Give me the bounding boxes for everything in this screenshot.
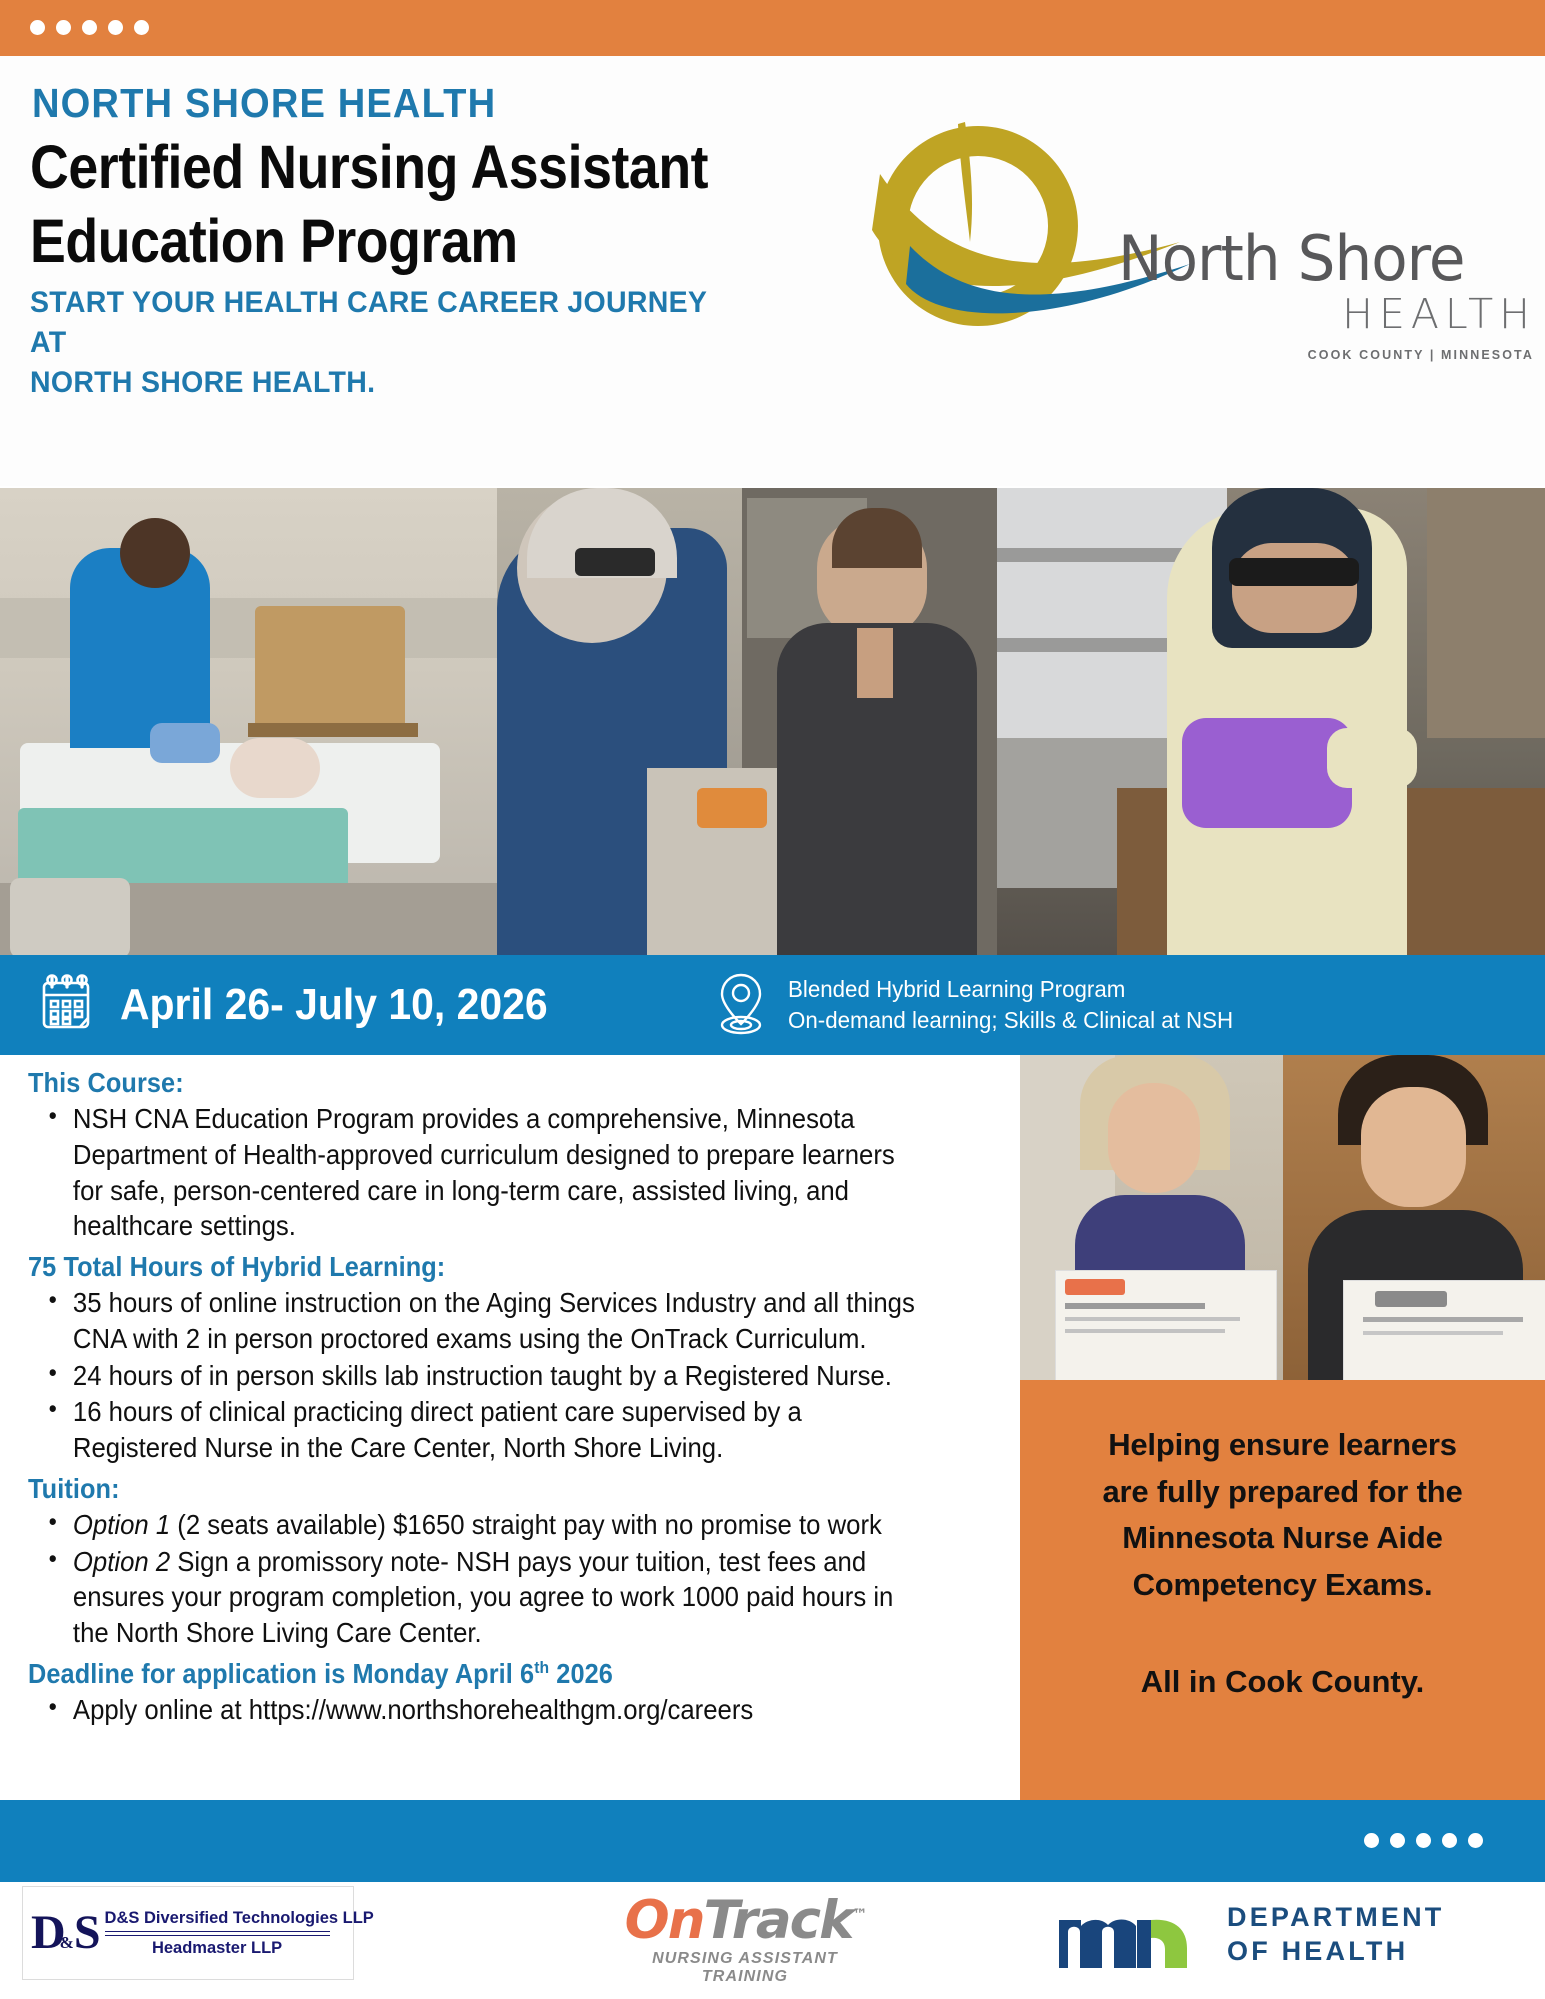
photo-graduate-male [1283,1055,1545,1380]
list-item-option-2 [0,1544,954,1651]
ds-line2: Headmaster LLP [151,1938,283,1957]
dot-icon [1416,1833,1431,1848]
top-dot-decoration [30,20,149,35]
page-subtitle [30,283,733,403]
deadline-suffix: 2026 [549,1657,613,1689]
map-pin-icon [714,970,768,1041]
callout-line3: Minnesota Nurse Aide [1122,1520,1443,1555]
option-1-text: (2 seats available) $1650 straight pay with no promise to work [170,1508,882,1540]
dot-icon [1390,1833,1405,1848]
body-content [0,1055,1020,1800]
photo-skills-lab-bed [0,488,497,958]
top-orange-bar [0,0,1545,56]
mdh-line2: OF HEALTH [1227,1935,1409,1966]
deadline-prefix: Deadline for application is Monday April 6 [28,1657,535,1689]
footer-partner-logos [0,1882,1545,1999]
dot-icon [56,20,71,35]
photo-strip [0,488,1545,958]
dot-icon [30,20,45,35]
option-2-label: Option 2 [72,1545,171,1577]
logo-tagline: COOK COUNTY | MINNESOTA [1307,348,1534,362]
list-item-apply-link[interactable]: • Apply online at https://www.northshorehealthgm.org/careers [0,1692,954,1728]
mdh-line1: DEPARTMENT [1227,1902,1445,1933]
callout-secondary-text: All in Cook County. [1140,1664,1425,1699]
photo-two-nurses-conversation [497,488,997,958]
list-item: • 35 hours of online instruction on the Aging Services Industry and all things CNA with 2 in person proctored exams using the OnTrack Curriculum. [0,1285,954,1357]
section-heading-deadline [28,1658,941,1690]
deadline-ordinal: th [534,1657,550,1677]
bullet-list-apply [0,1692,1020,1728]
date-group [40,974,580,1037]
dot-icon [82,20,97,35]
page-subtitle-line1: START YOUR HEALTH CARE CAREER JOURNEY AT [30,286,707,359]
mn-mark-icon [1055,1896,1205,1973]
dot-icon [134,20,149,35]
divider [105,1931,330,1936]
right-column [1020,1055,1545,1800]
ds-line1: D&S Diversified Technologies LLP [104,1908,374,1927]
ds-wordmark [105,1909,374,1958]
option-1-label: Option 1 [72,1508,171,1540]
section-heading-this-course: This Course: [28,1067,184,1098]
bottom-blue-bar [0,1800,1545,1882]
dot-icon [108,20,123,35]
callout-box [1020,1380,1545,1800]
option-2-text: Sign a promissory note- NSH pays your tuition, test fees and ensures your program completion, you agree to work 1000 paid hours in the North Shore Living Care Center. [72,1545,894,1648]
format-line2: On-demand learning; Skills & Clinical at NSH [787,1007,1233,1033]
page-title-line2: Education Program [30,207,518,276]
calendar-icon [40,974,94,1037]
mdh-wordmark [1227,1901,1445,1967]
ds-monogram-icon: D&S [31,1906,95,1959]
logo-name: North Shore [1118,222,1465,295]
dot-icon [1468,1833,1483,1848]
callout-line4: Competency Exams. [1132,1566,1433,1602]
mdh-logo [1055,1896,1445,1973]
bullet-list-this-course [0,1101,1020,1244]
list-item: • 16 hours of clinical practicing direct patient care supervised by a Registered Nurse in the Care Center, North Shore Living. [0,1394,954,1466]
list-item: • NSH CNA Education Program provides a comprehensive, Minnesota Department of Health-approved curriculum designed to prepare learners for safe, person-centered care in long-term care, assisted living, and healthcare settings. [0,1101,954,1244]
graduate-photos [1020,1055,1545,1380]
bottom-dot-decoration [1364,1833,1483,1848]
callout-line1: Helping ensure learners [1108,1427,1457,1462]
dot-icon [1442,1833,1457,1848]
date-range-text: April 26- July 10, 2026 [120,980,548,1029]
page-subtitle-line2: NORTH SHORE HEALTH. [30,365,376,399]
callout-line2: are fully prepared for the [1102,1473,1463,1509]
list-item: • 24 hours of in person skills lab instruction taught by a Registered Nurse. [0,1358,954,1394]
ds-diversified-logo [22,1886,374,1980]
logo-subname: HEALTH [1342,290,1536,338]
ontrack-wordmark [620,1890,870,1951]
ontrack-logo [620,1890,870,1986]
page-title-line1: Certified Nursing Assistant [30,133,709,201]
section-heading-total-hours: 75 Total Hours of Hybrid Learning: [28,1251,446,1282]
ontrack-track: Track [703,1890,853,1951]
ds-amp: & [59,1933,74,1952]
logo-wordmark [1118,222,1538,362]
ontrack-tagline: NURSING ASSISTANT TRAINING [652,1950,838,1985]
section-heading-tuition: Tuition: [28,1472,120,1504]
location-group [714,970,1247,1041]
callout-main-text [1058,1422,1508,1608]
format-text [788,974,1233,1035]
ontrack-on: On [624,1890,704,1951]
format-line1: Blended Hybrid Learning Program [787,976,1126,1003]
photo-ppe-gloves-demo [997,488,1545,958]
bullet-list-tuition [0,1507,1020,1651]
bullet-list-total-hours [0,1285,1020,1466]
trademark-icon: ™ [852,1905,866,1924]
page-title [30,130,709,279]
photo-graduate-female [1020,1055,1283,1380]
info-band [0,955,1545,1055]
header [0,56,1545,486]
list-item-option-1 [0,1507,954,1543]
dot-icon [1364,1833,1379,1848]
organization-kicker: NORTH SHORE HEALTH [32,80,497,126]
